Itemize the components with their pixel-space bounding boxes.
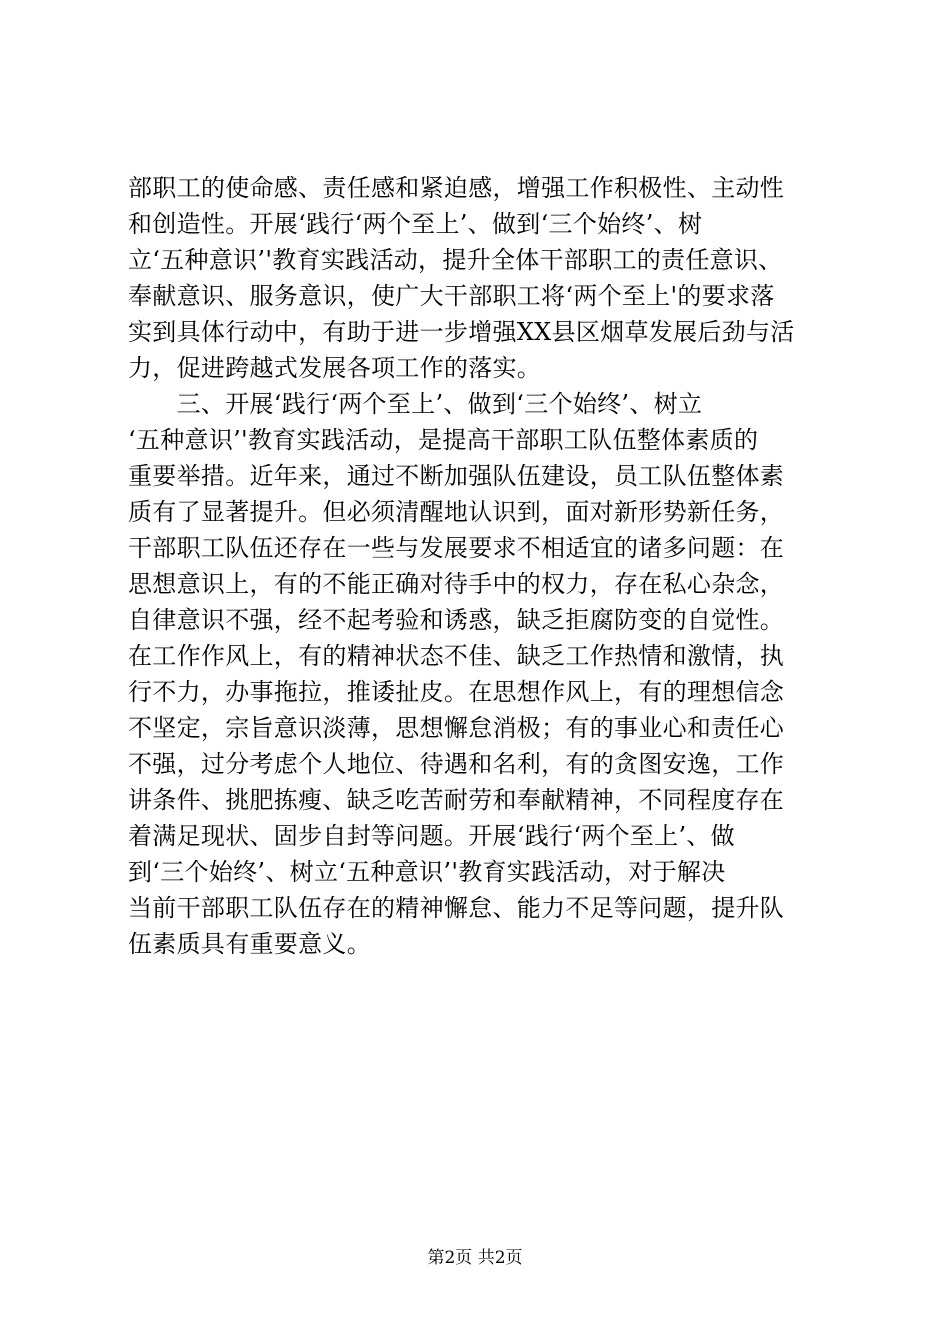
body-text: [128, 170, 838, 962]
text-line: 不强，过分考虑个人地位、待遇和名利，有的贪图安逸，工作: [128, 750, 785, 778]
text-line: 不坚定，宗旨意识淡薄，思想懈怠消极；有的事业心和责任心: [128, 714, 785, 742]
text-line: 讲条件、挑肥拣瘦、缺乏吃苦耐劳和奉献精神，不同程度存在: [128, 786, 785, 814]
text-line: 重要举措。近年来，通过不断加强队伍建设，员工队伍整体素: [128, 462, 785, 490]
text-line: 干部职工队伍还存在一些与发展要求不相适宜的诸多问题：在: [128, 534, 785, 562]
text-line: 奉献意识、服务意识，使广大干部职工将‘两个至上'的要求落: [128, 282, 775, 310]
text-line: 实到具体行动中，有助于进一步增强XX县区烟草发展后劲与活: [128, 318, 795, 346]
text-line: 力，促进跨越式发展各项工作的落实。: [128, 354, 542, 382]
text-line: 在工作作风上，有的精神状态不佳、缺乏工作热情和激情，执: [128, 642, 785, 670]
text-line: ‘五种意识’'教育实践活动，是提高干部职工队伍整体素质的: [128, 426, 759, 454]
text-line: 质有了显著提升。但必须清醒地认识到，面对新形势新任务，: [128, 498, 785, 526]
text-line: 思想意识上，有的不能正确对待手中的权力，存在私心杂念，: [128, 570, 785, 598]
text-line: 和创造性。开展‘践行‘两个至上’、做到‘三个始终’、树: [128, 210, 703, 238]
text-line: 自律意识不强，经不起考验和诱惑，缺乏拒腐防变的自觉性。: [128, 606, 785, 634]
text-line: 到‘三个始终’、树立‘五种意识’'教育实践活动，对于解决: [128, 858, 726, 886]
text-line: 当前干部职工队伍存在的精神懈怠、能力不足等问题，提升队: [128, 894, 785, 922]
text-line: 伍素质具有重要意义。: [128, 930, 371, 958]
text-line: 着满足现状、固步自封等问题。开展‘践行‘两个至上’、做: [128, 822, 735, 850]
text-line: 部职工的使命感、责任感和紧迫感，增强工作积极性、主动性: [128, 174, 785, 202]
page-number-footer: 第2页 共2页: [427, 1248, 523, 1268]
text-line: 三、开展‘践行‘两个至上’、做到‘三个始终’、树立: [128, 390, 703, 418]
text-line: 立‘五种意识’'教育实践活动，提升全体干部职工的责任意识、: [128, 246, 783, 274]
text-line: 行不力，办事拖拉，推诿扯皮。在思想作风上，有的理想信念: [128, 678, 785, 706]
